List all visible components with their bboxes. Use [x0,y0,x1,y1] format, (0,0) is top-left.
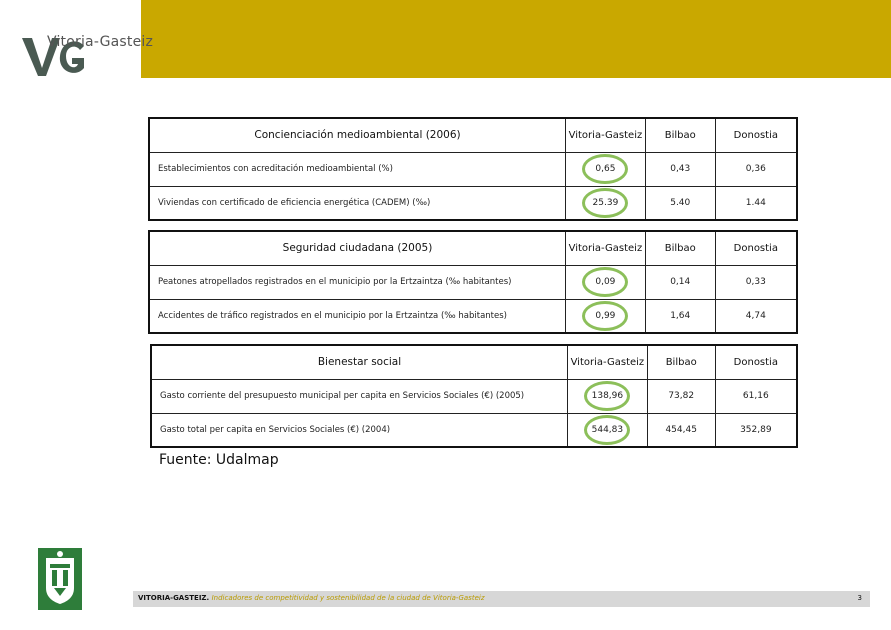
vitoria-gasteiz-logo [20,32,154,78]
header-band [141,0,891,78]
table-row [149,265,797,299]
table-row [149,186,797,220]
footer-text [138,594,485,602]
logo-text: Vitoria-Gasteiz [47,34,154,50]
value-cell: 454,45 [647,413,715,447]
highlighted-value: 0,65 [566,152,646,186]
source-note: Fuente: Udalmap [159,452,279,468]
row-label: Gasto total per capita en Servicios Sociales (€) (2004) [151,413,567,447]
table-header-row [149,231,797,265]
table-header-row [149,118,797,152]
table-title: Concienciación medioambiental (2006) [149,118,566,152]
table-row [149,299,797,333]
footer-subtitle: Indicadores de competitividad y sostenibilidad de la ciudad de Vitoria-Gasteiz [211,594,485,602]
column-header: Vitoria-Gasteiz [567,345,647,379]
column-header: Vitoria-Gasteiz [566,118,646,152]
value-cell: 73,82 [647,379,715,413]
value-cell: 0,36 [715,152,797,186]
highlighted-value: 544,83 [567,413,647,447]
value-cell: 4,74 [715,299,797,333]
value-cell: 0,33 [715,265,797,299]
value-cell: 1,64 [645,299,715,333]
footer-bar [133,591,870,607]
row-label: Viviendas con certificado de eficiencia energética (CADEM) (‰) [149,186,566,220]
value-cell: 0,14 [645,265,715,299]
highlighted-value: 0,09 [565,265,645,299]
coat-of-arms-icon [38,548,82,610]
row-label: Accidentes de tráfico registrados en el municipio por la Ertzaintza (‰ habitantes) [149,299,565,333]
column-header: Bilbao [645,118,715,152]
table-bienestar [150,344,798,448]
page-number: 3 [857,594,862,602]
table-row [151,379,797,413]
footer-org: VITORIA-GASTEIZ. [138,594,210,602]
row-label: Establecimientos con acreditación medioambiental (%) [149,152,566,186]
column-header: Donostia [715,231,797,265]
table-seguridad [148,230,798,334]
column-header: Donostia [715,118,797,152]
row-label: Gasto corriente del presupuesto municipal per capita en Servicios Sociales (€) (2005) [151,379,567,413]
column-header: Vitoria-Gasteiz [565,231,645,265]
value-cell: 5.40 [645,186,715,220]
column-header: Bilbao [645,231,715,265]
row-label: Peatones atropellados registrados en el municipio por la Ertzaintza (‰ habitantes) [149,265,565,299]
value-cell: 352,89 [715,413,797,447]
table-header-row [151,345,797,379]
table-concienciacion [148,117,798,221]
table-row [151,413,797,447]
table-title: Bienestar social [151,345,567,379]
highlighted-value: 25.39 [566,186,646,220]
table-row [149,152,797,186]
highlighted-value: 0,99 [565,299,645,333]
value-cell: 61,16 [715,379,797,413]
table-title: Seguridad ciudadana (2005) [149,231,565,265]
value-cell: 0,43 [645,152,715,186]
highlighted-value: 138,96 [567,379,647,413]
column-header: Donostia [715,345,797,379]
column-header: Bilbao [647,345,715,379]
value-cell: 1.44 [715,186,797,220]
